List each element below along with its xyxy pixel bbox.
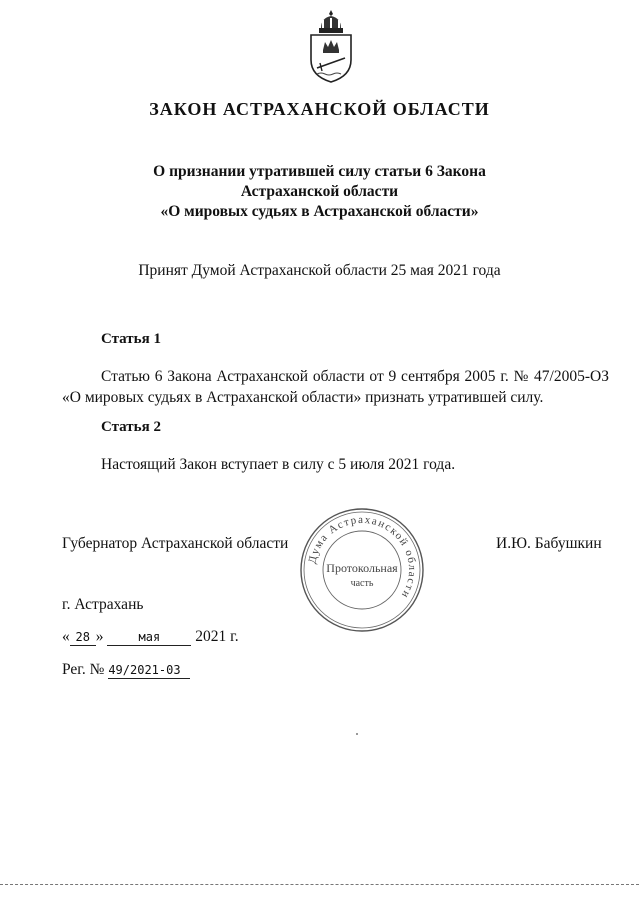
date-day: 28 — [70, 630, 96, 646]
signatory-position: Губернатор Астраханской области — [62, 535, 289, 552]
subtitle-line: О признании утратившей силу статьи 6 Закона — [153, 163, 486, 180]
scan-speck — [356, 733, 358, 735]
date-year: 2021 г. — [195, 628, 239, 645]
article-2-heading: Статья 2 — [101, 419, 161, 435]
official-stamp — [298, 506, 426, 634]
page-bottom-rule — [0, 884, 639, 885]
stamp-center-line2: часть — [350, 578, 374, 589]
date-open-quote: « — [62, 628, 70, 645]
law-subtitle — [0, 162, 639, 222]
date-close-quote: » — [95, 628, 104, 645]
article-1-text: Статью 6 Закона Астраханской области от 9 сентября 2005 г. № 47/2005-ОЗ «О мировых судьях в Астраханской области» признать утратившей силу. — [62, 368, 609, 406]
article-2-text: Настоящий Закон вступает в силу с 5 июля 2021 года. — [101, 456, 456, 473]
stamp-ring-text: Дума Астраханской области — [306, 513, 419, 601]
registration-label: Рег. № — [62, 661, 105, 678]
city: г. Астрахань — [62, 596, 144, 613]
date-month: мая — [107, 630, 191, 646]
signatory-name: И.Ю. Бабушкин — [496, 535, 602, 552]
stamp-center-line1: Протокольная — [326, 561, 398, 575]
adoption-statement: Принят Думой Астраханской области 25 мая 2021 года — [138, 262, 501, 279]
signing-date — [62, 628, 239, 646]
coat-of-arms-icon — [303, 8, 359, 84]
registration — [62, 661, 190, 679]
subtitle-line: «О мировых судьях в Астраханской области» — [160, 203, 479, 220]
registration-number: 49/2021-03 — [108, 663, 190, 679]
law-title: ЗАКОН АСТРАХАНСКОЙ ОБЛАСТИ — [149, 99, 490, 119]
subtitle-line: Астраханской области — [240, 183, 399, 200]
article-1-heading: Статья 1 — [101, 331, 161, 347]
